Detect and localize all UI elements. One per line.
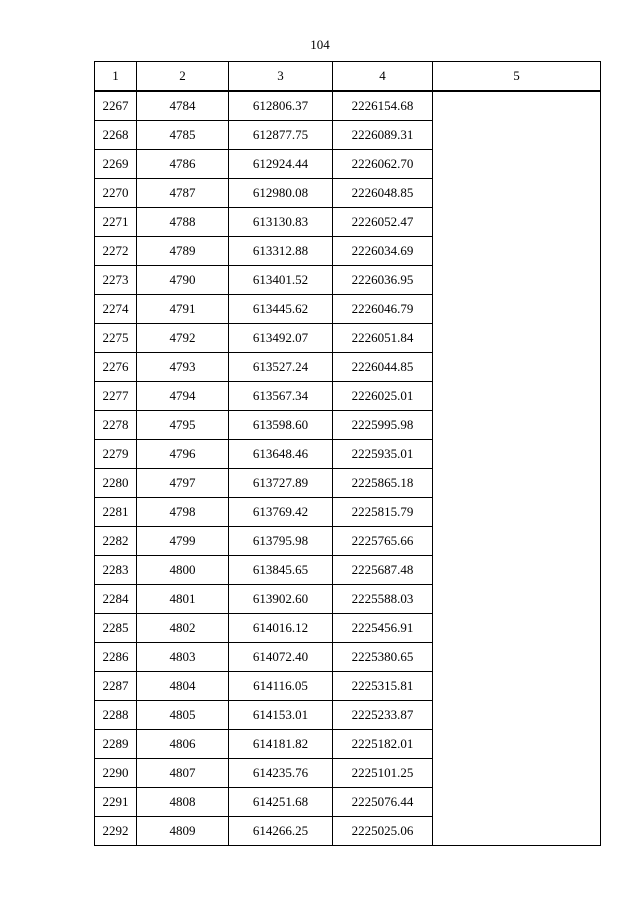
- point-number-cell: 4789: [137, 237, 229, 266]
- point-number-cell: 4792: [137, 324, 229, 353]
- point-number-cell: 4786: [137, 150, 229, 179]
- point-number-cell: 4788: [137, 208, 229, 237]
- y-coordinate-cell: 2225687.48: [333, 556, 433, 585]
- y-coordinate-cell: 2225315.81: [333, 672, 433, 701]
- y-coordinate-cell: 2225588.03: [333, 585, 433, 614]
- point-number-cell: 4807: [137, 759, 229, 788]
- y-coordinate-cell: 2225380.65: [333, 643, 433, 672]
- x-coordinate-cell: 614266.25: [229, 817, 333, 846]
- x-coordinate-cell: 612924.44: [229, 150, 333, 179]
- point-number-cell: 4809: [137, 817, 229, 846]
- x-coordinate-cell: 613648.46: [229, 440, 333, 469]
- point-number-cell: 4787: [137, 179, 229, 208]
- y-coordinate-cell: 2226044.85: [333, 353, 433, 382]
- row-number-cell: 2283: [95, 556, 137, 585]
- row-number-cell: 2282: [95, 527, 137, 556]
- point-number-cell: 4797: [137, 469, 229, 498]
- x-coordinate-cell: 613769.42: [229, 498, 333, 527]
- point-number-cell: 4798: [137, 498, 229, 527]
- row-number-cell: 2275: [95, 324, 137, 353]
- x-coordinate-cell: 612877.75: [229, 121, 333, 150]
- x-coordinate-cell: 613795.98: [229, 527, 333, 556]
- row-number-cell: 2290: [95, 759, 137, 788]
- y-coordinate-cell: 2225765.66: [333, 527, 433, 556]
- point-number-cell: 4808: [137, 788, 229, 817]
- x-coordinate-cell: 613527.24: [229, 353, 333, 382]
- y-coordinate-cell: 2226025.01: [333, 382, 433, 411]
- y-coordinate-cell: 2225076.44: [333, 788, 433, 817]
- x-coordinate-cell: 614072.40: [229, 643, 333, 672]
- y-coordinate-cell: 2226051.84: [333, 324, 433, 353]
- y-coordinate-cell: 2226089.31: [333, 121, 433, 150]
- row-number-cell: 2279: [95, 440, 137, 469]
- row-number-cell: 2267: [95, 91, 137, 121]
- x-coordinate-cell: 614181.82: [229, 730, 333, 759]
- x-coordinate-cell: 612980.08: [229, 179, 333, 208]
- row-number-cell: 2272: [95, 237, 137, 266]
- row-number-cell: 2286: [95, 643, 137, 672]
- y-coordinate-cell: 2225025.06: [333, 817, 433, 846]
- y-coordinate-cell: 2225101.25: [333, 759, 433, 788]
- y-coordinate-cell: 2225935.01: [333, 440, 433, 469]
- x-coordinate-cell: 613598.60: [229, 411, 333, 440]
- point-number-cell: 4804: [137, 672, 229, 701]
- y-coordinate-cell: 2226048.85: [333, 179, 433, 208]
- y-coordinate-cell: 2225865.18: [333, 469, 433, 498]
- table-body: [95, 91, 601, 846]
- x-coordinate-cell: 614116.05: [229, 672, 333, 701]
- column-header-5: 5: [433, 62, 601, 92]
- x-coordinate-cell: 613445.62: [229, 295, 333, 324]
- y-coordinate-cell: 2226062.70: [333, 150, 433, 179]
- row-number-cell: 2277: [95, 382, 137, 411]
- row-number-cell: 2276: [95, 353, 137, 382]
- row-number-cell: 2271: [95, 208, 137, 237]
- x-coordinate-cell: 613845.65: [229, 556, 333, 585]
- y-coordinate-cell: 2226034.69: [333, 237, 433, 266]
- point-number-cell: 4802: [137, 614, 229, 643]
- y-coordinate-cell: 2226046.79: [333, 295, 433, 324]
- row-number-cell: 2289: [95, 730, 137, 759]
- y-coordinate-cell: 2226052.47: [333, 208, 433, 237]
- point-number-cell: 4800: [137, 556, 229, 585]
- x-coordinate-cell: 613492.07: [229, 324, 333, 353]
- x-coordinate-cell: 614251.68: [229, 788, 333, 817]
- point-number-cell: 4784: [137, 91, 229, 121]
- row-number-cell: 2280: [95, 469, 137, 498]
- point-number-cell: 4790: [137, 266, 229, 295]
- point-number-cell: 4785: [137, 121, 229, 150]
- x-coordinate-cell: 613727.89: [229, 469, 333, 498]
- x-coordinate-cell: 612806.37: [229, 91, 333, 121]
- x-coordinate-cell: 613130.83: [229, 208, 333, 237]
- point-number-cell: 4805: [137, 701, 229, 730]
- y-coordinate-cell: 2225456.91: [333, 614, 433, 643]
- row-number-cell: 2284: [95, 585, 137, 614]
- column-header-2: 2: [137, 62, 229, 92]
- x-coordinate-cell: 614016.12: [229, 614, 333, 643]
- row-number-cell: 2281: [95, 498, 137, 527]
- row-number-cell: 2291: [95, 788, 137, 817]
- point-number-cell: 4806: [137, 730, 229, 759]
- page-number: 104: [310, 37, 330, 52]
- point-number-cell: 4791: [137, 295, 229, 324]
- row-number-cell: 2278: [95, 411, 137, 440]
- x-coordinate-cell: 613401.52: [229, 266, 333, 295]
- x-coordinate-cell: 614153.01: [229, 701, 333, 730]
- point-number-cell: 4794: [137, 382, 229, 411]
- point-number-cell: 4795: [137, 411, 229, 440]
- point-number-cell: 4801: [137, 585, 229, 614]
- row-number-cell: 2270: [95, 179, 137, 208]
- row-number-cell: 2285: [95, 614, 137, 643]
- point-number-cell: 4793: [137, 353, 229, 382]
- row-number-cell: 2268: [95, 121, 137, 150]
- y-coordinate-cell: 2225182.01: [333, 730, 433, 759]
- column-5-empty-cell: [433, 91, 601, 846]
- row-number-cell: 2273: [95, 266, 137, 295]
- x-coordinate-cell: 613312.88: [229, 237, 333, 266]
- point-number-cell: 4799: [137, 527, 229, 556]
- row-number-cell: 2287: [95, 672, 137, 701]
- x-coordinate-cell: 613902.60: [229, 585, 333, 614]
- row-number-cell: 2269: [95, 150, 137, 179]
- point-number-cell: 4803: [137, 643, 229, 672]
- x-coordinate-cell: 614235.76: [229, 759, 333, 788]
- x-coordinate-cell: 613567.34: [229, 382, 333, 411]
- column-header-1: 1: [95, 62, 137, 92]
- header-row: [95, 62, 601, 92]
- y-coordinate-cell: 2225815.79: [333, 498, 433, 527]
- row-number-cell: 2292: [95, 817, 137, 846]
- y-coordinate-cell: 2226036.95: [333, 266, 433, 295]
- column-header-4: 4: [333, 62, 433, 92]
- row-number-cell: 2274: [95, 295, 137, 324]
- y-coordinate-cell: 2225233.87: [333, 701, 433, 730]
- y-coordinate-cell: 2226154.68: [333, 91, 433, 121]
- coordinates-table: [94, 61, 601, 846]
- y-coordinate-cell: 2225995.98: [333, 411, 433, 440]
- table-row: [95, 91, 601, 121]
- column-header-3: 3: [229, 62, 333, 92]
- point-number-cell: 4796: [137, 440, 229, 469]
- row-number-cell: 2288: [95, 701, 137, 730]
